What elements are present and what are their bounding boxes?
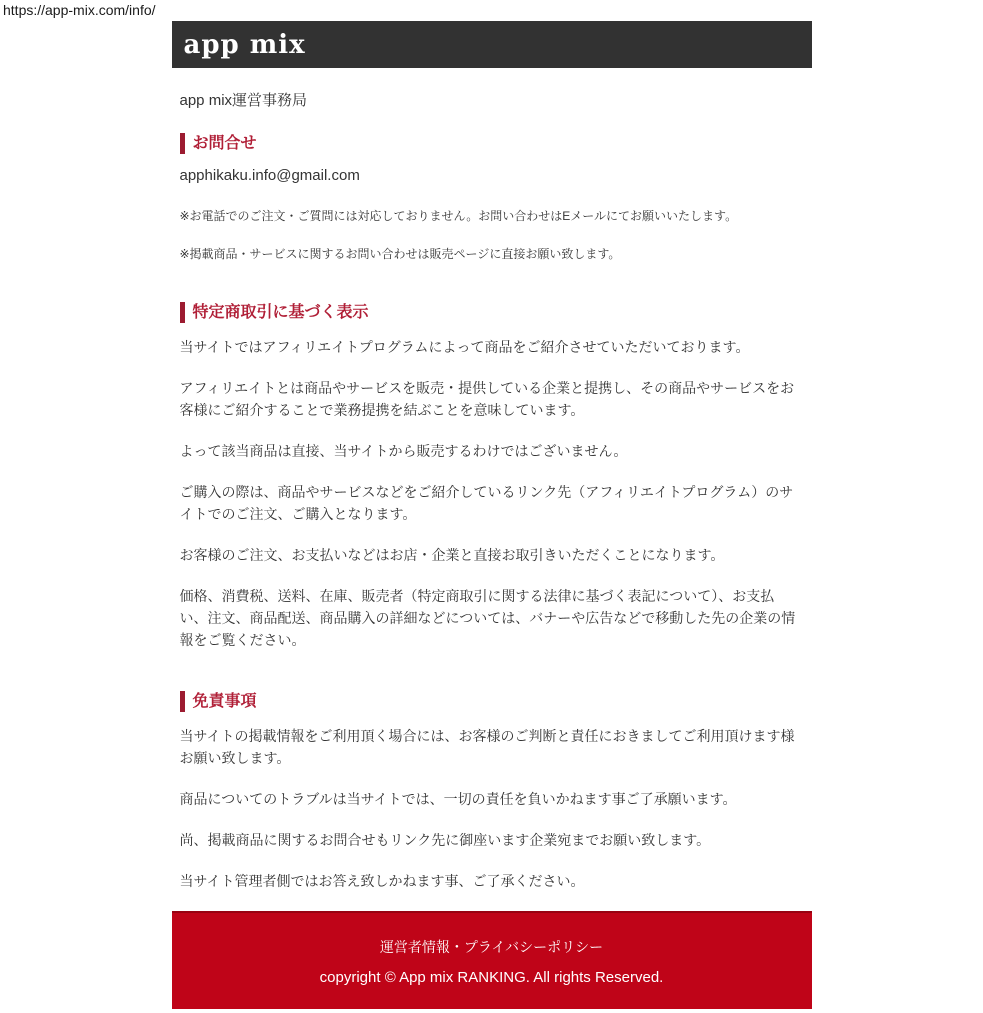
site-header xyxy=(172,21,812,68)
contact-email: apphikaku.info@gmail.com xyxy=(179,167,360,184)
disclaimer-paragraph: 商品についてのトラブルは当サイトでは、一切の責任を負いかねます事ご了承願います。 xyxy=(179,791,737,807)
disclaimer-paragraph: 当サイトの掲載情報をご利用頂く場合には、お客様のご判断と責任におきましてご利用頂けます様お願い致します。 xyxy=(179,728,795,766)
commerce-paragraph: お客様のご注文、お支払いなどはお店・企業と直接お取引きいただくことになります。 xyxy=(179,547,725,563)
section-disclaimer xyxy=(180,691,802,892)
disclaimer-paragraph: 当サイト管理者側ではお答え致しかねます事、ご了承ください。 xyxy=(179,873,585,889)
section-contact xyxy=(180,133,802,262)
commerce-disclosure-heading: 特定商取引に基づく表示 xyxy=(180,302,802,323)
copyright-text: copyright © App mix RANKING. All rights Reserved. xyxy=(319,969,664,986)
contact-note-products: ※掲載商品・サービスに関するお問い合わせは販売ページに直接お願い致します。 xyxy=(179,247,621,261)
disclaimer-heading: 免責事項 xyxy=(180,691,802,712)
site-footer xyxy=(172,911,812,1009)
contact-note-phone: ※お電話でのご注文・ご質問には対応しておりません。お問い合わせはEメールにてお願いいたします。 xyxy=(179,209,738,223)
content-column xyxy=(172,21,812,1009)
commerce-paragraph: よって該当商品は直接、当サイトから販売するわけではございません。 xyxy=(179,443,628,459)
commerce-paragraph: 価格、消費税、送料、在庫、販売者（特定商取引に関する法律に基づく表記について）、お支払い、注文、商品配送、商品購入の詳細などについては、バナーや広告などで移動した先の企業の情報をご覧ください。 xyxy=(179,588,796,648)
contact-heading: お問合せ xyxy=(180,133,802,154)
disclaimer-paragraph: 尚、掲載商品に関するお問合せもリンク先に御座います企業宛までお願い致します。 xyxy=(179,832,711,848)
site-logo[interactable]: app mix xyxy=(183,29,306,60)
browser-url: https://app-mix.com/info/ xyxy=(3,2,156,18)
page-body xyxy=(172,92,812,892)
section-commerce-disclosure xyxy=(180,302,802,651)
operator-name: app mix運営事務局 xyxy=(179,92,308,109)
commerce-paragraph: アフィリエイトとは商品やサービスを販売・提供している企業と提携し、その商品やサービスをお客様にご紹介することで業務提携を結ぶことを意味しています。 xyxy=(179,380,795,418)
commerce-paragraph: 当サイトではアフィリエイトプログラムによって商品をご紹介させていただいております。 xyxy=(179,339,750,355)
commerce-paragraph: ご購入の際は、商品やサービスなどをご紹介しているリンク先（アフィリエイトプログラム）のサイトでのご注文、ご購入となります。 xyxy=(179,484,794,522)
footer-privacy-link[interactable]: 運営者情報・プライバシーポリシー xyxy=(379,939,604,955)
